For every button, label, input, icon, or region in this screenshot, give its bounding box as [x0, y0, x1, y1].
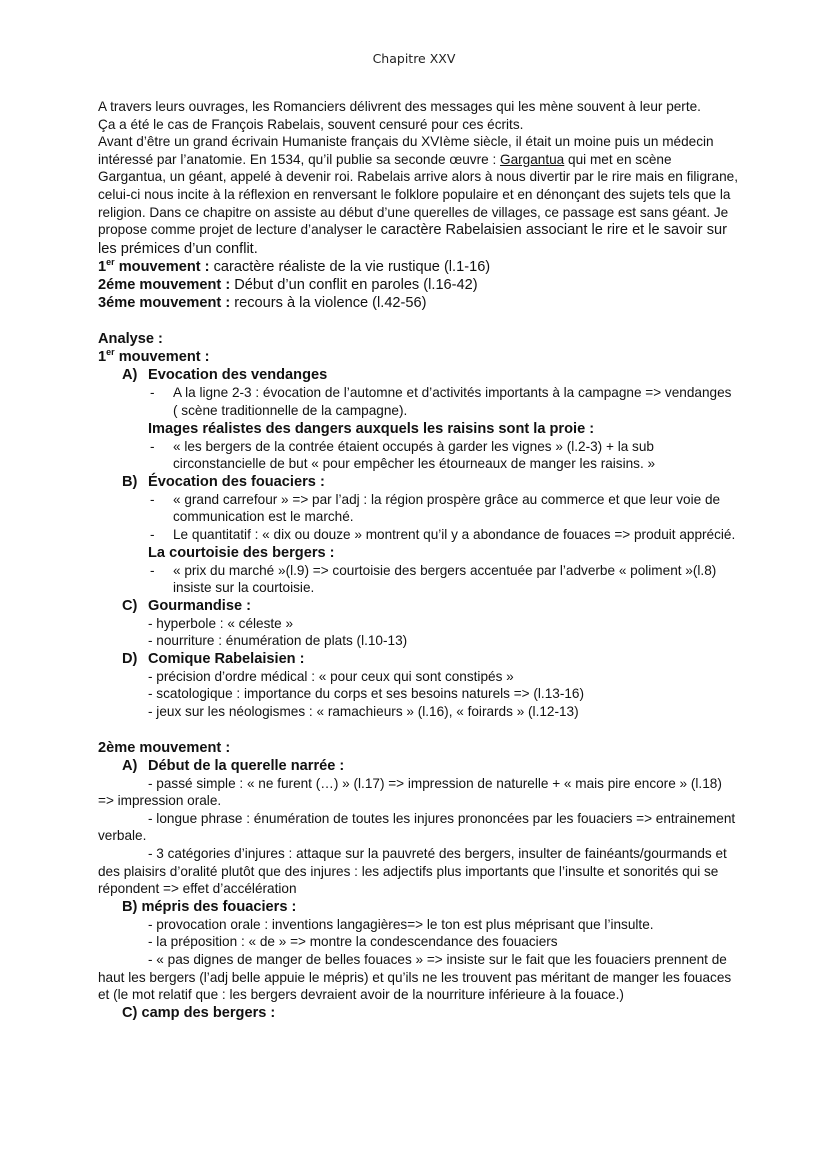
list-item: - précision d’ordre médical : « pour ceux qui sont constipés » [148, 668, 514, 684]
subsection-heading: B) Évocation des fouaciers : [122, 473, 325, 490]
intro-text: Avant d’être un grand écrivain Humaniste français du XVIème siècle, il était un moine puis un médecin intéressé par l’anatomie. En 1534, qu’il publie sa seconde œuvre : [98, 134, 714, 167]
list-item: - scatologique : importance du corps et ses besoins naturels => (l.13-16) [148, 686, 584, 702]
analyse-heading: Analyse : [98, 331, 163, 348]
plan-label: 1er mouvement : [98, 257, 210, 276]
list-item: - passé simple : « ne furent (…) » (l.17) => impression de naturelle + « mais pire encore » (l.18) => impression orale. [98, 775, 722, 809]
list-item: - longue phrase : énumération de toutes les injures prononcées par les fouaciers => entrainement verbale. [98, 810, 736, 844]
list-item: - provocation orale : inventions langagières=> le ton est plus méprisant que l’insulte. [148, 916, 654, 932]
bullet-item: - « les bergers de la contrée étaient occupés à garder les vignes » (l.2-3) + la sub circonstancielle de but « pour empêcher les étourneaux de manger les raisins. » [150, 438, 656, 472]
bullet-item: - « grand carrefour » => par l’adj : la région prospère grâce au commerce et que leur voie de communication est le marché. [150, 491, 721, 525]
subsection-heading: A) Début de la querelle narrée : [122, 757, 345, 774]
plan-desc: caractère réaliste de la vie rustique (l.1-16) [209, 259, 491, 276]
mvt2-heading: 2ème mouvement : [98, 739, 231, 756]
plan-desc: Début d’un conflit en paroles (l.16-42) [230, 277, 478, 294]
intro-line: A travers leurs ouvrages, les Romanciers délivrent des messages qui les mène souvent à leur perte. [98, 99, 701, 114]
book-title: Gargantua [500, 151, 565, 167]
plan-item [98, 276, 738, 294]
plan-label: 3éme mouvement : [98, 295, 231, 312]
plan-item [98, 294, 738, 312]
subsection-heading: C) Gourmandise : [122, 597, 251, 614]
list-item: - nourriture : énumération de plats (l.10-13) [148, 633, 408, 649]
list-item: - jeux sur les néologismes : « ramachieurs » (l.16), « foirards » (l.12-13) [148, 704, 579, 720]
bullet-item: - A la ligne 2-3 : évocation de l’automne et d’activités importants à la campagne => vendanges ( scène traditionnelle de la campagne). [150, 385, 732, 418]
list-item: - la préposition : « de » => montre la condescendance des fouaciers [148, 934, 558, 950]
list-item: - 3 catégories d’injures : attaque sur la pauvreté des bergers, insulter de fainéants/gourmands et des plaisirs d’oralité plutôt que des injures : les adjectifs plus importants que l’insulte et sonorités qui se répondent => effet d’accélération [98, 846, 727, 897]
plan-label: 2éme mouvement : [98, 277, 231, 294]
list-item: - hyperbole : « céleste » [148, 615, 294, 631]
intro-line: Ça a été le cas de François Rabelais, souvent censuré pour ces écrits. [98, 116, 524, 132]
list-item: - « pas dignes de manger de belles fouaces » => insiste sur le fait que les fouaciers prennent de haut les bergers (l’adj belle appuie le mépris) et qu’ils ne les trouvent pas méritant de manger les fouaces et (le mot relatif que : les bergers devraient avoir de la nourriture inférieure à la fouace.) [98, 952, 732, 1003]
subsection-heading: B) mépris des fouaciers : [122, 898, 297, 915]
subsection-heading: C) camp des bergers : [122, 1004, 276, 1021]
subsection-heading: A) Evocation des vendanges [122, 367, 328, 384]
mvt1-heading: 1er mouvement : [98, 347, 210, 366]
intro-text: qui met en scène Gargantua, un géant, appelé à devenir roi. Rabelais arrive alors à nous divertir par le rire mais en filigrane, celui-ci nous incite à la réflexion en renversant le folklore populaire et en dénonçant des sujets tels que la religion. Dans ce chapitre on assiste au début d’une querelles de villages, ce passage est sans géant. Je propose comme projet de lecture d’analyser le [98, 151, 739, 238]
document-body [98, 98, 738, 1022]
plan-item [98, 258, 738, 276]
sub-subheading: Images réalistes des dangers auxquels les raisins sont la proie : [148, 420, 595, 437]
intro-paragraph [98, 133, 738, 258]
bullet-item: - « prix du marché »(l.9) => courtoisie des bergers accentuée par l’adverbe « poliment »(l.8) insiste sur la courtoisie. [150, 562, 717, 596]
page-title: Chapitre XXV [372, 51, 456, 66]
subsection-heading: D) Comique Rabelaisien : [122, 650, 305, 667]
sub-subheading: La courtoisie des bergers : [148, 544, 335, 561]
plan-desc: recours à la violence (l.42-56) [230, 295, 427, 312]
reading-project: caractère Rabelaisien associant le rire et le savoir sur les prémices d’un conflit. [98, 222, 727, 257]
bullet-item: - Le quantitatif : « dix ou douze » montrent qu’il y a abondance de fouaces => produit apprécié. [150, 526, 736, 542]
